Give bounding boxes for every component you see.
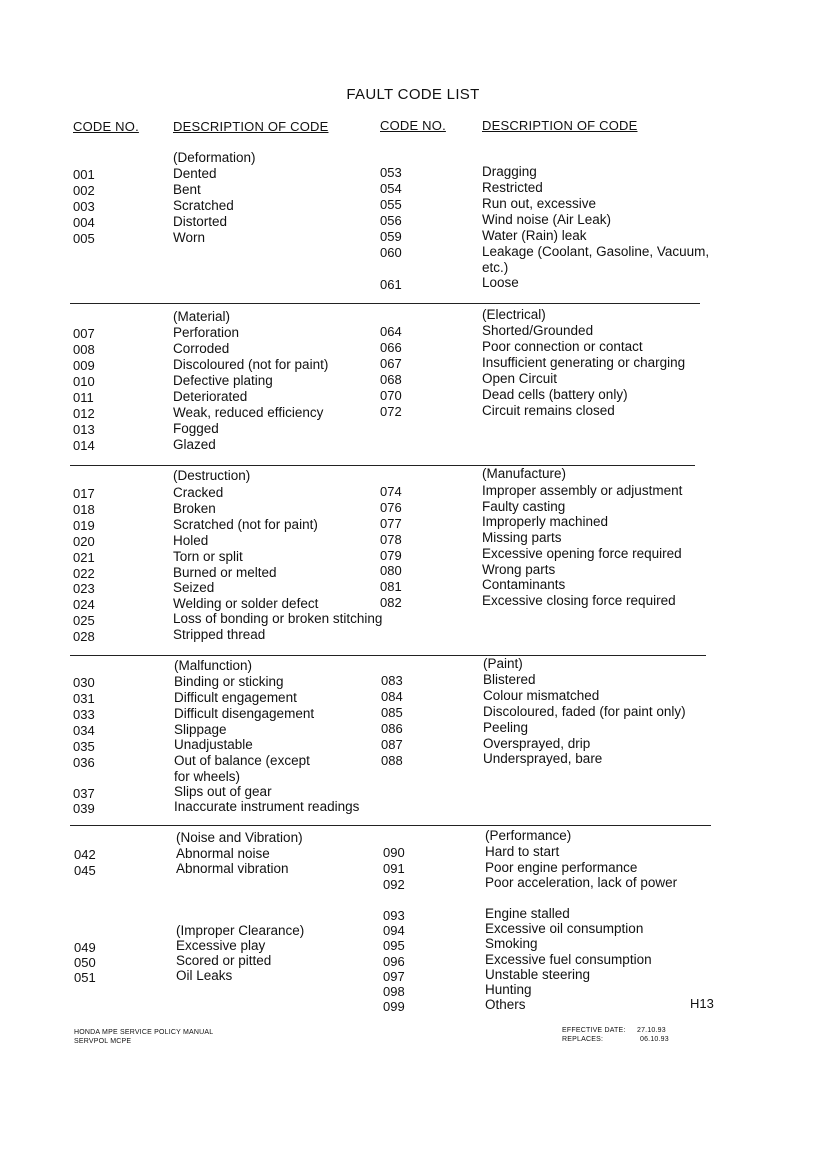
fault-description: Wind noise (Air Leak) [482, 212, 612, 227]
fault-description: Burned or melted [173, 565, 277, 580]
fault-description: Unstable steering [485, 967, 591, 982]
fault-description: Peeling [483, 720, 529, 735]
fault-code: 081 [380, 579, 402, 594]
fault-code: 012 [73, 406, 95, 421]
section-divider [70, 655, 706, 656]
fault-description: Stripped thread [173, 627, 266, 642]
fault-code: 036 [73, 755, 95, 770]
fault-description: Slippage [174, 722, 227, 737]
fault-code: 022 [73, 566, 95, 581]
fault-description: Run out, excessive [482, 196, 597, 211]
fault-description: Missing parts [482, 530, 562, 545]
fault-code: 095 [383, 938, 405, 953]
fault-code: 030 [73, 675, 95, 690]
fault-description: Leakage (Coolant, Gasoline, Vacuum, [482, 244, 710, 259]
fault-code: 090 [383, 845, 405, 860]
section-heading: (Performance) [485, 828, 572, 843]
fault-description: Engine stalled [485, 906, 570, 921]
fault-description: Dented [173, 166, 217, 181]
fault-description: Worn [173, 230, 206, 245]
fault-code: 028 [73, 629, 95, 644]
fault-code: 097 [383, 969, 405, 984]
fault-code: 002 [73, 183, 95, 198]
fault-code: 078 [380, 532, 402, 547]
fault-description: Abnormal vibration [176, 861, 289, 876]
fault-description: Insufficient generating or charging [482, 355, 686, 370]
fault-description: Out of balance (except [174, 753, 310, 768]
fault-description: Dragging [482, 164, 537, 179]
fault-code: 010 [73, 374, 95, 389]
fault-description: Scratched [173, 198, 234, 213]
fault-code: 021 [73, 550, 95, 565]
fault-code: 085 [381, 705, 403, 720]
fault-code: 094 [383, 923, 405, 938]
section-heading: (Electrical) [482, 307, 546, 322]
fault-description: Excessive closing force required [482, 593, 676, 608]
fault-description: Bent [173, 182, 201, 197]
fault-description: Unadjustable [174, 737, 253, 752]
fault-code: 074 [380, 484, 402, 499]
fault-code: 051 [74, 970, 96, 985]
fault-description: Colour mismatched [483, 688, 600, 703]
fault-description: Torn or split [173, 549, 243, 564]
fault-description: Open Circuit [482, 371, 558, 386]
fault-description: Broken [173, 501, 216, 516]
fault-description: Loose [482, 275, 519, 290]
fault-code: 088 [381, 753, 403, 768]
fault-code: 098 [383, 984, 405, 999]
fault-code: 055 [380, 197, 402, 212]
fault-description: Excessive oil consumption [485, 921, 644, 936]
fault-description: etc.) [482, 260, 509, 275]
fault-code: 084 [381, 689, 403, 704]
fault-code: 099 [383, 999, 405, 1014]
fault-code: 059 [380, 229, 402, 244]
footer-manual-title: HONDA MPE SERVICE POLICY MANUAL [74, 1029, 214, 1036]
fault-code: 033 [73, 707, 95, 722]
fault-description: Excessive opening force required [482, 546, 682, 561]
fault-description: Loss of bonding or broken stitching [173, 611, 383, 626]
fault-description: Faulty casting [482, 499, 566, 514]
fault-code: 025 [73, 613, 95, 628]
section-divider [70, 465, 695, 466]
fault-code: 034 [73, 723, 95, 738]
header-code-no-right: CODE NO. [380, 118, 446, 133]
fault-code: 077 [380, 516, 402, 531]
fault-code: 019 [73, 518, 95, 533]
fault-code: 008 [73, 342, 95, 357]
fault-code: 064 [380, 324, 402, 339]
fault-code: 072 [380, 404, 402, 419]
fault-code: 087 [381, 737, 403, 752]
fault-description: Excessive play [176, 938, 266, 953]
footer-replaces-label: REPLACES: [562, 1036, 604, 1043]
fault-code: 054 [380, 181, 402, 196]
fault-description: Excessive fuel consumption [485, 952, 652, 967]
fault-code: 091 [383, 861, 405, 876]
section-heading: (Noise and Vibration) [176, 830, 303, 845]
fault-description: Restricted [482, 180, 543, 195]
fault-description: Undersprayed, bare [483, 751, 603, 766]
fault-description: Abnormal noise [176, 846, 270, 861]
header-code-no-left: CODE NO. [73, 119, 139, 134]
fault-description: Contaminants [482, 577, 566, 592]
fault-code: 096 [383, 954, 405, 969]
fault-description: Deteriorated [173, 389, 248, 404]
fault-description: Scored or pitted [176, 953, 272, 968]
fault-description: Corroded [173, 341, 230, 356]
header-description-right: DESCRIPTION OF CODE [482, 118, 638, 133]
fault-code: 013 [73, 422, 95, 437]
fault-description: Hunting [485, 982, 532, 997]
fault-code: 086 [381, 721, 403, 736]
section-divider [70, 825, 711, 826]
fault-description: Difficult engagement [174, 690, 297, 705]
fault-code: 045 [74, 863, 96, 878]
fault-code: 023 [73, 581, 95, 596]
fault-description: Others [485, 997, 526, 1012]
fault-code: 053 [380, 165, 402, 180]
fault-code: 060 [380, 245, 402, 260]
page-number: H13 [690, 996, 714, 1011]
fault-description: Hard to start [485, 844, 560, 859]
fault-code: 001 [73, 167, 95, 182]
section-heading: (Destruction) [173, 468, 251, 483]
fault-code: 018 [73, 502, 95, 517]
fault-code: 020 [73, 534, 95, 549]
fault-code: 037 [73, 786, 95, 801]
footer-replaces-date: 06.10.93 [640, 1036, 669, 1043]
fault-code: 076 [380, 500, 402, 515]
fault-description: Water (Rain) leak [482, 228, 587, 243]
fault-code: 080 [380, 563, 402, 578]
fault-code: 066 [380, 340, 402, 355]
fault-code: 083 [381, 673, 403, 688]
fault-description: Seized [173, 580, 215, 595]
section-heading: (Malfunction) [174, 658, 253, 673]
footer-manual-code: SERVPOL MCPE [74, 1038, 132, 1045]
fault-description: Distorted [173, 214, 228, 229]
fault-description: Smoking [485, 936, 538, 951]
fault-code: 035 [73, 739, 95, 754]
fault-description: Poor engine performance [485, 860, 638, 875]
header-description-left: DESCRIPTION OF CODE [173, 119, 329, 134]
fault-description: Wrong parts [482, 562, 556, 577]
fault-code: 049 [74, 940, 96, 955]
fault-code: 042 [74, 847, 96, 862]
fault-code: 093 [383, 908, 405, 923]
fault-code: 003 [73, 199, 95, 214]
fault-code: 007 [73, 326, 95, 341]
fault-code: 068 [380, 372, 402, 387]
fault-description: Oil Leaks [176, 968, 233, 983]
fault-code: 061 [380, 277, 402, 292]
fault-code: 050 [74, 955, 96, 970]
section-divider [70, 303, 700, 304]
fault-description: Shorted/Grounded [482, 323, 594, 338]
fault-description: Binding or sticking [174, 674, 284, 689]
fault-code: 070 [380, 388, 402, 403]
fault-description: Defective plating [173, 373, 273, 388]
fault-code: 017 [73, 486, 95, 501]
section-heading: (Material) [173, 309, 231, 324]
fault-description: Poor acceleration, lack of power [485, 875, 678, 890]
fault-description: Weak, reduced efficiency [173, 405, 324, 420]
fault-description: Discoloured (not for paint) [173, 357, 329, 372]
fault-description: Glazed [173, 437, 216, 452]
fault-code: 056 [380, 213, 402, 228]
fault-code: 004 [73, 215, 95, 230]
fault-code: 024 [73, 597, 95, 612]
fault-description: Discoloured, faded (for paint only) [483, 704, 686, 719]
fault-code: 079 [380, 548, 402, 563]
fault-code: 011 [73, 390, 94, 405]
fault-description: Difficult disengagement [174, 706, 315, 721]
fault-description: Oversprayed, drip [483, 736, 591, 751]
fault-description: Improper assembly or adjustment [482, 483, 683, 498]
fault-code: 014 [73, 438, 95, 453]
fault-description: Dead cells (battery only) [482, 387, 628, 402]
fault-code: 009 [73, 358, 95, 373]
fault-description: Blistered [483, 672, 536, 687]
fault-code: 005 [73, 231, 95, 246]
fault-code: 092 [383, 877, 405, 892]
fault-description: Welding or solder defect [173, 596, 319, 611]
section-heading: (Manufacture) [482, 466, 567, 481]
fault-description: Improperly machined [482, 514, 609, 529]
page-title: FAULT CODE LIST [346, 86, 480, 103]
footer-effective-date: 27.10.93 [637, 1027, 666, 1034]
fault-description: Inaccurate instrument readings [174, 799, 360, 814]
fault-description: Scratched (not for paint) [173, 517, 318, 532]
fault-description: Holed [173, 533, 209, 548]
section-heading: (Paint) [483, 656, 523, 671]
fault-code: 039 [73, 801, 95, 816]
footer-effective-label: EFFECTIVE DATE: [562, 1027, 626, 1034]
fault-description: Fogged [173, 421, 219, 436]
fault-code: 067 [380, 356, 402, 371]
section-heading: (Improper Clearance) [176, 923, 305, 938]
fault-description: for wheels) [174, 769, 241, 784]
fault-code: 031 [73, 691, 95, 706]
fault-description: Cracked [173, 485, 224, 500]
section-heading: (Deformation) [173, 150, 256, 165]
fault-code: 082 [380, 595, 402, 610]
fault-description: Circuit remains closed [482, 403, 615, 418]
fault-description: Poor connection or contact [482, 339, 643, 354]
fault-description: Perforation [173, 325, 240, 340]
fault-description: Slips out of gear [174, 784, 272, 799]
